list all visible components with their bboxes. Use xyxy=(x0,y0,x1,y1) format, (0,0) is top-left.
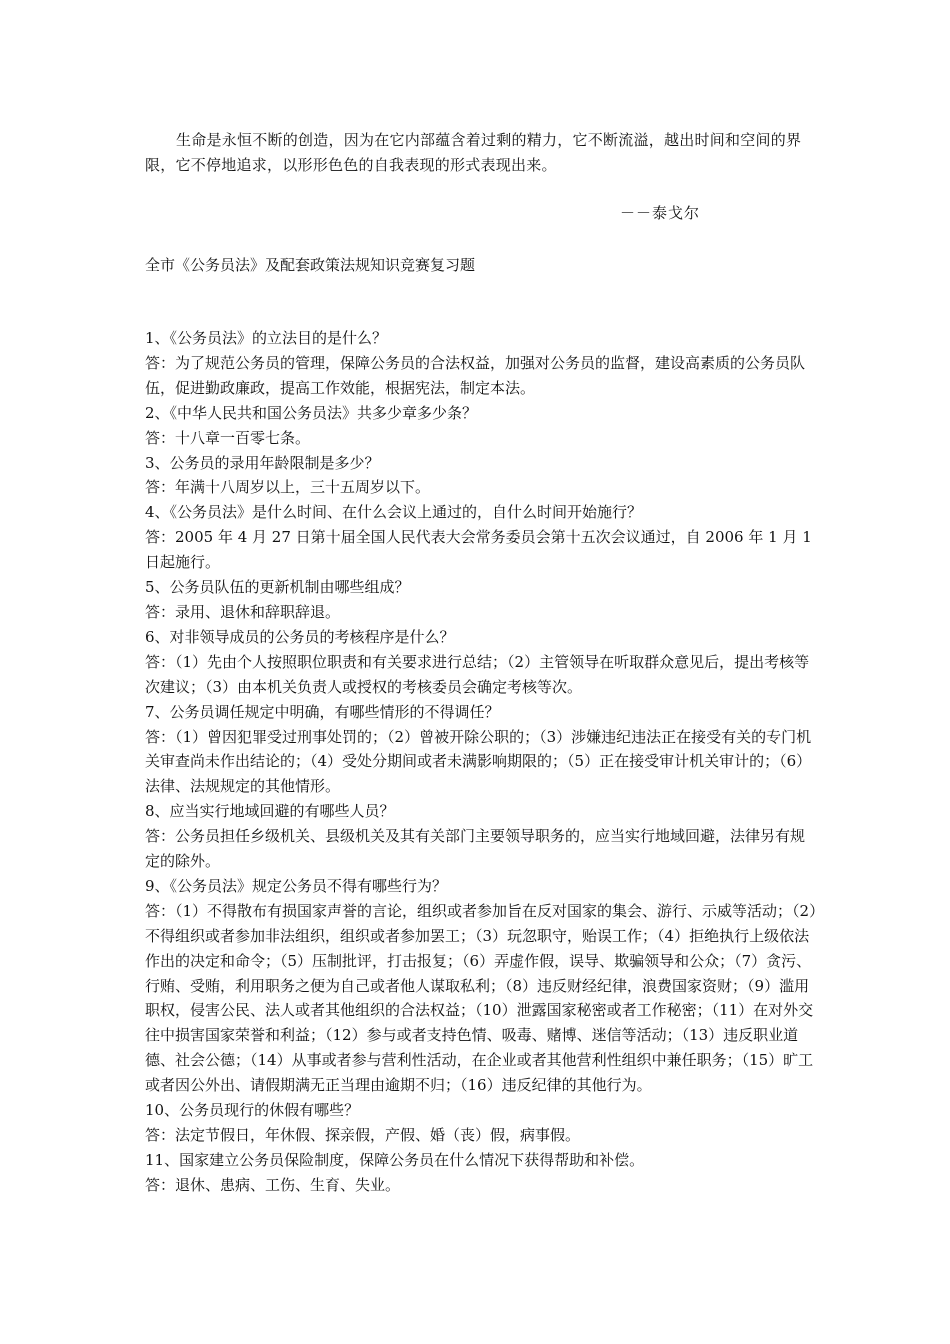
qa-list xyxy=(145,326,817,1198)
question-1: 1、《公务员法》的立法目的是什么？ xyxy=(145,329,388,347)
question-2: 2、《中华人民共和国公务员法》共多少章多少条？ xyxy=(145,403,478,422)
question-9: 9、《公务员法》规定公务员不得有哪些行为？ xyxy=(145,876,448,895)
question-4: 4、《公务员法》是什么时间、在什么会议上通过的，自什么时间开始施行？ xyxy=(145,503,643,522)
document-title: 全市《公务员法》及配套政策法规知识竞赛复习题 xyxy=(145,256,476,274)
answer-11: 答：退休、患病、工伤、生育、失业。 xyxy=(145,1175,401,1194)
answer-5: 答：录用、退休和辞职辞退。 xyxy=(145,602,341,621)
answer-2: 答：十八章一百零七条。 xyxy=(145,428,311,447)
answer-7: 答：（1）曾因犯罪受过刑事处罚的；（2）曾被开除公职的；（3）涉嫌违纪违法正在接受有关的专门机关审查尚未作出结论的；（4）受处分期间或者未满影响期限的；（5）正在接受审计机关审计的；（6）法律、法规规定的其他情形。 xyxy=(145,727,812,796)
question-5: 5、公务员队伍的更新机制由哪些组成？ xyxy=(145,578,410,597)
answer-1: 答：为了规范公务员的管理，保障公务员的合法权益，加强对公务员的监督，建设高素质的公务员队伍，促进勤政廉政，提高工作效能，根据宪法，制定本法。 xyxy=(145,353,806,397)
epigraph-author: －－泰戈尔 xyxy=(620,204,701,222)
answer-4: 答：2005 年 4 月 27 日第十届全国人民代表大会常务委员会第十五次会议通过，自 2006 年 1 月 1 日起施行。 xyxy=(145,528,812,572)
answer-6: 答：（1）先由个人按照职位职责和有关要求进行总结；（2）主管领导在听取群众意见后，提出考核等次建议；（3）由本机关负责人或授权的考核委员会确定考核等次。 xyxy=(145,652,810,696)
answer-3: 答：年满十八周岁以上，三十五周岁以下。 xyxy=(145,478,431,497)
answer-9: 答：（1）不得散布有损国家声誉的言论，组织或者参加旨在反对国家的集会、游行、示威等活动；（2）不得组织或者参加非法组织，组织或者参加罢工；（3）玩忽职守，贻误工作；（4）拒绝执行上级依法作出的决定和命令；（5）压制批评，打击报复；（6）弄虚作假，误导、欺骗领导和公众；（7）贪污、行贿、受贿，利用职务之便为自己或者他人谋取私利；（8）违反财经纪律，浪费国家资财；（9）滥用职权，侵害公民、法人或者其他组织的合法权益；（10）泄露国家秘密或者工作秘密；（11）在对外交往中损害国家荣誉和利益；（12）参与或者支持色情、吸毒、赌博、迷信等活动；（13）违反职业道德、社会公德；（14）从事或者参与营利性活动，在企业或者其他营利性组织中兼任职务；（15）旷工或者因公外出、请假期满无正当理由逾期不归；（16）违反纪律的其他行为。 xyxy=(145,901,817,1095)
epigraph-quote: 生命是永恒不断的创造，因为在它内部蕴含着过剩的精力，它不断流溢，越出时间和空间的界限，它不停地追求，以形形色色的自我表现的形式表现出来。 xyxy=(145,131,802,174)
question-10: 10、公务员现行的休假有哪些？ xyxy=(145,1101,360,1120)
question-6: 6、对非领导成员的公务员的考核程序是什么？ xyxy=(145,627,455,646)
question-7: 7、公务员调任规定中明确，有哪些情形的不得调任？ xyxy=(145,702,500,721)
answer-8: 答：公务员担任乡级机关、县级机关及其有关部门主要领导职务的，应当实行地域回避，法律另有规定的除外。 xyxy=(145,827,806,871)
question-8: 8、应当实行地域回避的有哪些人员？ xyxy=(145,802,395,821)
answer-10: 答：法定节假日，年休假、探亲假，产假、婚（丧）假，病事假。 xyxy=(145,1126,581,1144)
question-3: 3、公务员的录用年龄限制是多少？ xyxy=(145,453,380,472)
question-11: 11、国家建立公务员保险制度，保障公务员在什么情况下获得帮助和补偿。 xyxy=(145,1150,645,1169)
